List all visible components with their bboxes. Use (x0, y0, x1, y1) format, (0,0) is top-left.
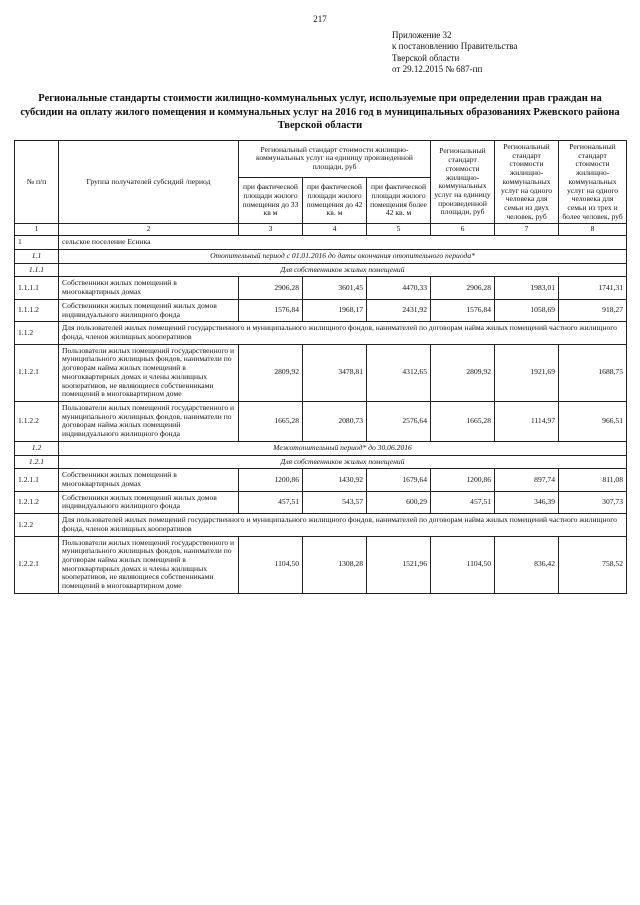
value-cell: 3478,81 (303, 344, 367, 401)
value-cell: 4312,65 (367, 344, 431, 401)
annex-block (392, 30, 622, 75)
value-cell: 3601,45 (303, 277, 367, 299)
group-cell: Собственники жилых помещений в многоквартирных домах (59, 469, 239, 491)
annex-line-3: Тверской области (392, 52, 460, 63)
value-cell: 836,42 (495, 536, 559, 593)
header-num: № п/п (15, 141, 59, 224)
value-cell: 1576,84 (239, 299, 303, 321)
table-row-note (15, 322, 627, 344)
table-row (15, 401, 627, 441)
value-cell: 2906,28 (431, 277, 495, 299)
header-std-three: Региональный стандарт стоимости жилищно-коммунальных услуг на одного человека для семьи из трех и более человек, руб (559, 141, 627, 224)
table-row-subgroup (15, 455, 627, 469)
group-cell: Собственники жилых помещений жилых домов индивидуального жилищного фонда (59, 491, 239, 513)
value-cell: 1521,96 (367, 536, 431, 593)
value-cell: 897,74 (495, 469, 559, 491)
header-area-upto42: при фактической площади жилого помещения до 42 кв. м (303, 177, 367, 224)
header-std-two: Региональный стандарт стоимости жилищно-коммунальных услуг на одного человека для семьи из двух человек, руб (495, 141, 559, 224)
group-cell: Собственники жилых помещений жилых домов индивидуального жилищного фонда (59, 299, 239, 321)
value-cell: 1104,50 (239, 536, 303, 593)
value-cell: 1741,31 (559, 277, 627, 299)
value-cell: 758,52 (559, 536, 627, 593)
document-title: Региональные стандарты стоимости жилищно-коммунальных услуг, используемые при определении прав граждан на субсидии на оплату жилого помещения и коммунальных услуг на 2016 год в муниципальных образованиях Ржевского района Тверской области (20, 93, 620, 132)
value-cell: 2576,64 (367, 401, 431, 441)
value-cell: 2080,73 (303, 401, 367, 441)
table-row-subgroup (15, 263, 627, 277)
value-cell: 2906,28 (239, 277, 303, 299)
row-code: 1.2.1.1 (15, 469, 59, 491)
value-cell: 1576,84 (431, 299, 495, 321)
group-cell: Собственники жилых помещений в многоквартирных домах (59, 277, 239, 299)
header-std-single: Региональный стандарт стоимости жилищно-коммунальных услуг на единицу произведенной площади, руб (431, 141, 495, 224)
value-cell: 600,29 (367, 491, 431, 513)
row-code: 1.2.1.2 (15, 491, 59, 513)
value-cell: 1200,86 (239, 469, 303, 491)
note-label: Для пользователей жилых помещений государственного и муниципального жилищного фондов, нанимателей по договорам найма жилых помещений частного жилищного фонда, членов жилищных кооперативов (59, 514, 627, 536)
period-label: Межотопительный период* до 30.06.2016 (59, 441, 627, 455)
value-cell: 1114,97 (495, 401, 559, 441)
value-cell: 543,57 (303, 491, 367, 513)
table-row-period (15, 441, 627, 455)
standards-table (14, 140, 627, 594)
column-number: 2 (59, 224, 239, 236)
value-cell: 1104,50 (431, 536, 495, 593)
table-row-period (15, 249, 627, 263)
value-cell: 1921,69 (495, 344, 559, 401)
column-numbers-row (15, 224, 627, 236)
value-cell: 2809,92 (431, 344, 495, 401)
table-row (15, 344, 627, 401)
value-cell: 4470,33 (367, 277, 431, 299)
table-row (15, 299, 627, 321)
value-cell: 1983,01 (495, 277, 559, 299)
note-label: Для пользователей жилых помещений государственного и муниципального жилищного фондов, нанимателей по договорам найма жилых помещений частного жилищного фонда, членов жилищных кооперативов (59, 322, 627, 344)
annex-line-1: Приложение 32 (392, 30, 452, 40)
group-cell: Пользователи жилых помещений государственного и муниципального жилищных фондов, наниматели по договорам найма жилых помещений в многоквартирных домах и члены жилищных кооперативов, не являющиеся собственниками помещений в многоквартирном доме (59, 344, 239, 401)
column-number: 5 (367, 224, 431, 236)
table-row-place (15, 236, 627, 250)
column-number: 3 (239, 224, 303, 236)
column-number: 4 (303, 224, 367, 236)
table-row-note (15, 514, 627, 536)
row-code: 1.1.2.2 (15, 401, 59, 441)
annex-line-2: к постановлению Правительства (392, 41, 518, 52)
value-cell: 1200,86 (431, 469, 495, 491)
value-cell: 1679,64 (367, 469, 431, 491)
row-code: 1.2 (15, 441, 59, 455)
column-number: 1 (15, 224, 59, 236)
row-code: 1.1.1.1 (15, 277, 59, 299)
group-cell: Пользователи жилых помещений государственного и муниципального жилищных фондов, наниматели по договорам найма жилых помещений индивидуального жилищного фонда (59, 401, 239, 441)
table-row (15, 469, 627, 491)
value-cell: 457,51 (431, 491, 495, 513)
value-cell: 1665,28 (239, 401, 303, 441)
value-cell: 1968,17 (303, 299, 367, 321)
header-row-1 (15, 141, 627, 178)
value-cell: 346,39 (495, 491, 559, 513)
header-group: Группа получателей субсидий /период (59, 141, 239, 224)
row-code: 1.1.2 (15, 322, 59, 344)
row-code: 1.1.2.1 (15, 344, 59, 401)
table-row (15, 536, 627, 593)
subgroup-label: Для собственников жилых помещений (59, 263, 627, 277)
subgroup-label: Для собственников жилых помещений (59, 455, 627, 469)
header-std-group: Региональный стандарт стоимости жилищно-коммунальных услуг на единицу произведенной площади, руб (239, 141, 431, 178)
value-cell: 457,51 (239, 491, 303, 513)
column-number: 8 (559, 224, 627, 236)
value-cell: 1308,28 (303, 536, 367, 593)
value-cell: 1688,75 (559, 344, 627, 401)
value-cell: 966,51 (559, 401, 627, 441)
table-row (15, 491, 627, 513)
header-area-over42: при фактической площади жилого помещения более 42 кв. м (367, 177, 431, 224)
value-cell: 1430,92 (303, 469, 367, 491)
settlement-name: сельское поселение Есинка (59, 236, 627, 250)
row-code: 1.1 (15, 249, 59, 263)
value-cell: 918,27 (559, 299, 627, 321)
value-cell: 811,08 (559, 469, 627, 491)
row-code: 1.2.2.1 (15, 536, 59, 593)
value-cell: 1665,28 (431, 401, 495, 441)
group-cell: Пользователи жилых помещений государственного и муниципального жилищных фондов, наниматели по договорам найма жилых помещений в многоквартирных домах и члены жилищных кооперативов, не являющиеся собственниками помещений в многоквартирном доме (59, 536, 239, 593)
period-label: Отопительный период с 01.01.2016 до даты окончания отопительного периода* (59, 249, 627, 263)
column-number: 7 (495, 224, 559, 236)
value-cell: 2809,92 (239, 344, 303, 401)
page-number: 217 (313, 14, 327, 24)
row-code: 1.2.1 (15, 455, 59, 469)
row-code: 1.2.2 (15, 514, 59, 536)
value-cell: 1058,69 (495, 299, 559, 321)
row-code: 1 (15, 236, 59, 250)
header-area-upto33: при фактической площади жилого помещения до 33 кв м (239, 177, 303, 224)
annex-line-4: от 29.12.2015 № 687-пп (392, 63, 483, 74)
table-row (15, 277, 627, 299)
value-cell: 307,73 (559, 491, 627, 513)
row-code: 1.1.1.2 (15, 299, 59, 321)
column-number: 6 (431, 224, 495, 236)
value-cell: 2431,92 (367, 299, 431, 321)
row-code: 1.1.1 (15, 263, 59, 277)
